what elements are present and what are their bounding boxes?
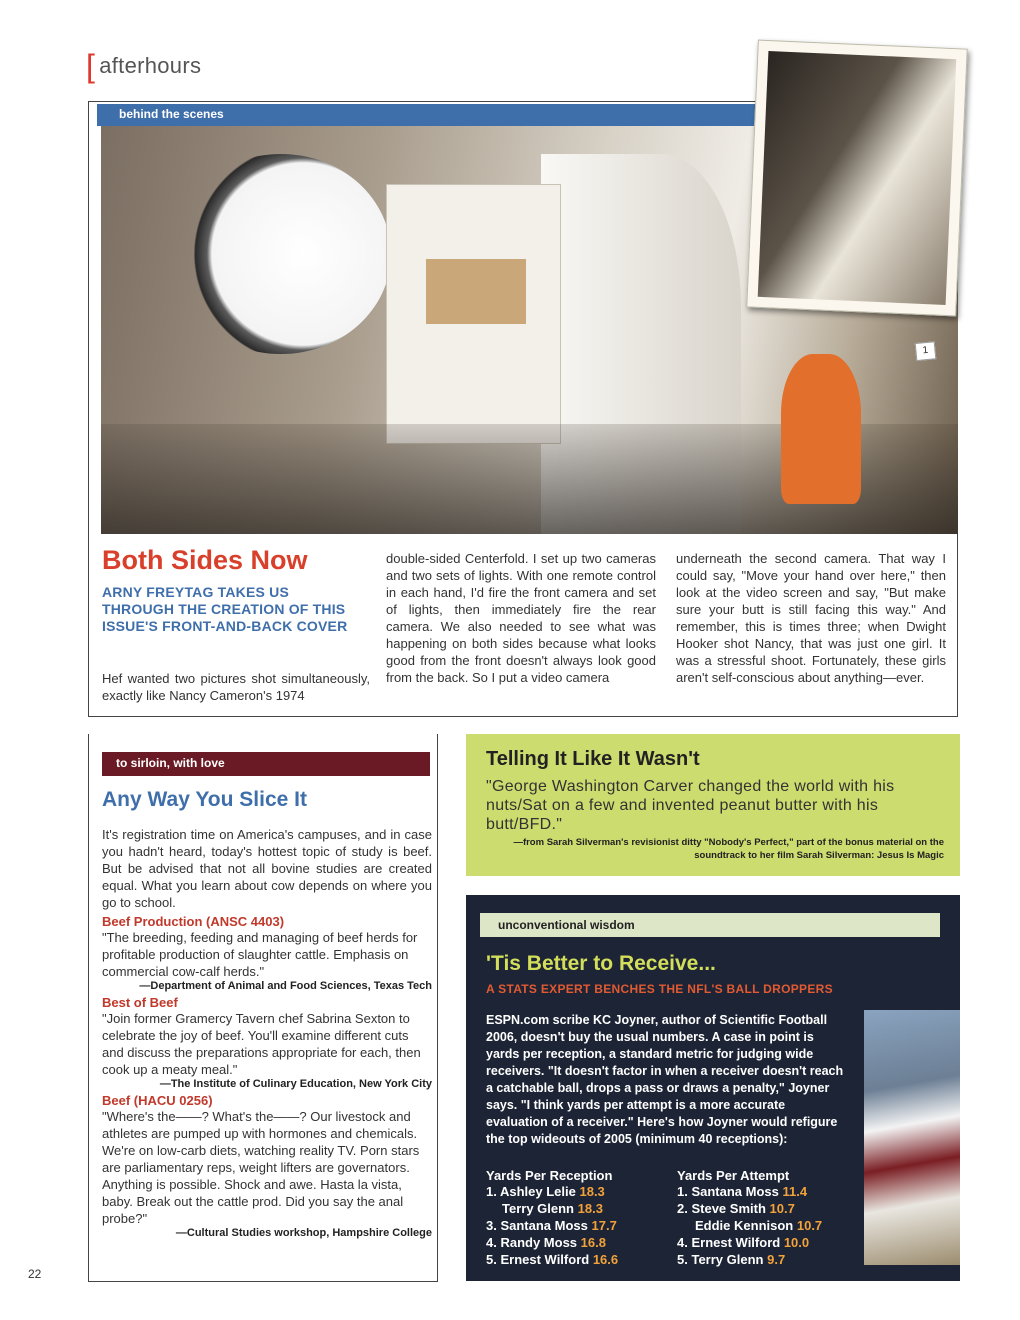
list-item	[486, 1234, 666, 1251]
rank: 4.	[486, 1235, 497, 1250]
list-item	[677, 1200, 857, 1217]
stat-value: 10.7	[769, 1201, 795, 1216]
wisdom-tab: unconventional wisdom	[480, 913, 940, 937]
behind-the-scenes-tab: behind the scenes	[97, 104, 797, 126]
rank: 5.	[486, 1252, 497, 1267]
stat-value: 11.4	[782, 1184, 808, 1199]
sirloin-tab: to sirloin, with love	[102, 752, 430, 776]
player-name: Eddie Kennison	[695, 1218, 794, 1233]
section-header	[86, 44, 202, 84]
rank: 3.	[486, 1218, 497, 1233]
article-deck: ARNY FREYTAG TAKES US THROUGH THE CREATION OF THIS ISSUE'S FRONT-AND-BACK COVER	[102, 584, 348, 634]
sirloin-intro: It's registration time on America's campuses, and in case you hadn't heard, today's hottest topic of study is beef. But be advised that not all bovine studies are created equal. What you learn about cow depends on where you go to school.	[102, 827, 432, 910]
course-item	[102, 995, 432, 1090]
rank: 1.	[486, 1184, 497, 1199]
section-label: afterhours	[99, 53, 202, 78]
list-item	[486, 1217, 666, 1234]
article-column-1: Hef wanted two pictures shot simultaneously, exactly like Nancy Cameron's 1974	[102, 671, 370, 703]
player-name: Terry Glenn	[691, 1252, 764, 1267]
stat-value: 9.7	[767, 1252, 786, 1267]
player-name: Santana Moss	[500, 1218, 588, 1233]
softbox-umbrella	[171, 154, 391, 354]
list-item	[486, 1251, 666, 1268]
stat-value: 10.0	[783, 1235, 810, 1250]
course-name: Beef Production (ANSC 4403)	[102, 914, 285, 929]
rank: 4.	[677, 1235, 688, 1250]
course-text: "Where's the——? What's the——? Our livestock and athletes are pumped up with hormones and chemicals. We're on low-carb diets, watching reality TV. Porn stars are parliamentary reps, weight lifters are governators. Anything is possible. Shock and awe. Hasta la vista, baby. Break out the cattle prod. Did you say the anal probe?"	[102, 1109, 420, 1226]
stat-value: 18.3	[579, 1184, 605, 1199]
player-name: Ernest Wilford	[691, 1235, 781, 1250]
list-item	[677, 1251, 857, 1268]
course-item	[102, 1093, 432, 1239]
photographer-figure	[781, 354, 861, 504]
player-name: Ernest Wilford	[500, 1252, 590, 1267]
sirloin-title: Any Way You Slice It	[102, 788, 307, 811]
ypr-heading: Yards Per Reception	[486, 1168, 613, 1183]
stat-value: 16.8	[580, 1235, 606, 1250]
stat-value: 10.7	[796, 1218, 823, 1233]
list-item	[486, 1183, 666, 1200]
player-name: Santana Moss	[691, 1184, 779, 1199]
player-name: Ashley Lelie	[499, 1184, 576, 1199]
course-item	[102, 914, 432, 992]
course-text: "The breeding, feeding and managing of beef herds for profitable production of slaughter cattle. Emphasis on commercial cow-calf herds."	[102, 930, 418, 979]
article-column-3: underneath the second camera. That way I could say, "Move your hand over here," then look at the video screen and say, "But make sure your butt is still facing this way." And remember, this is times three; when Dwight Hooker shot Nancy, that was just one girl. It was a stressful shoot. Fortunately, these girls aren't self-conscious about anything—ever.	[676, 551, 946, 685]
wisdom-body: ESPN.com scribe KC Joyner, author of Scientific Football 2006, doesn't buy the usual numbers. A case in point is yards per reception, a standard metric for judging wide receivers. "It doesn't factor in when a receiver doesn't reach a catchable ball, drops a pass or draws a penalty," Joyner says. "I think yards per attempt is a more accurate evaluation of a receiver." Here's how Joyner would refigure the top wideouts of 2005 (minimum 40 receptions):	[486, 1013, 844, 1146]
course-text: "Join former Gramercy Tavern chef Sabrina Sexton to celebrate the joy of beef. You'll examine different cuts and discuss the preparations appropriate for each, then cook up a meaty meal."	[102, 1011, 421, 1077]
player-name: Randy Moss	[500, 1235, 578, 1250]
player-name: Terry Glenn	[502, 1201, 575, 1216]
list-item	[677, 1217, 857, 1234]
stat-value: 16.6	[592, 1252, 619, 1267]
list-item	[677, 1183, 857, 1200]
quote-text: "George Washington Carver changed the world with his nuts/Sat on a few and invented peanut butter with his butt/BFD."	[486, 778, 895, 833]
course-name: Beef (HACU 0256)	[102, 1093, 213, 1108]
wisdom-deck: A STATS EXPERT BENCHES THE NFL'S BALL DROPPERS	[486, 982, 833, 996]
rank: 5.	[677, 1252, 688, 1267]
ypa-heading: Yards Per Attempt	[677, 1168, 790, 1183]
list-item	[486, 1200, 666, 1217]
player-name: Steve Smith	[691, 1201, 766, 1216]
inset-number-tag: 1	[915, 341, 937, 361]
inset-polaroid-photo	[746, 40, 967, 357]
ypa-list	[677, 1168, 857, 1268]
section-bracket: [	[86, 48, 96, 84]
ypr-list	[486, 1168, 666, 1268]
quote-attribution: —from Sarah Silverman's revisionist ditty "Nobody's Perfect," part of the bonus material on the soundtrack to her film Sarah Silverman: Jesus Is Magic	[513, 837, 944, 861]
set-window	[426, 259, 526, 324]
inset-photo-image	[758, 51, 957, 305]
quote-title: Telling It Like It Wasn't	[486, 748, 700, 770]
course-source: —Cultural Studies workshop, Hampshire College	[175, 1227, 432, 1239]
article-column-2: double-sided Centerfold. I set up two cameras and two sets of lights. With one remote control in each hand, I'd fire the front camera and set of lights, then immediately fire the rear camera. We also needed to see what was happening on both sides because what looks good from the front doesn't always look good from the back. So I put a video camera	[386, 551, 656, 685]
stat-value: 18.3	[577, 1201, 603, 1216]
course-source: —The Institute of Culinary Education, New York City	[159, 1078, 432, 1090]
rank: 2.	[677, 1201, 688, 1216]
list-item	[677, 1234, 857, 1251]
football-player-photo	[864, 1010, 960, 1265]
course-source: —Department of Animal and Food Sciences, Texas Tech	[139, 980, 432, 992]
rank: 1.	[677, 1184, 688, 1199]
course-list	[102, 914, 432, 1239]
article-title: Both Sides Now	[102, 545, 308, 575]
page-number: 22	[28, 1267, 42, 1281]
wisdom-title: 'Tis Better to Receive...	[486, 952, 716, 975]
course-name: Best of Beef	[102, 995, 178, 1010]
stat-value: 17.7	[591, 1218, 617, 1233]
